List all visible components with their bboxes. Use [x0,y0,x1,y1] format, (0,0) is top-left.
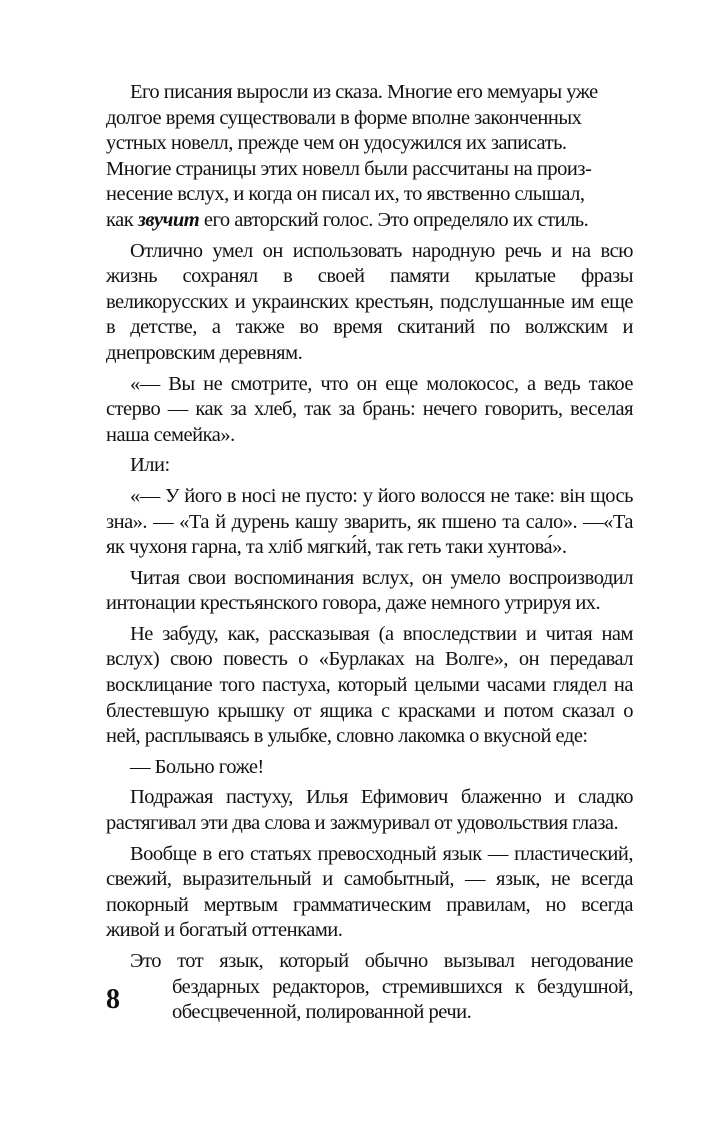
paragraph-1-line-5: несение вслух, и когда он писал их, то явственно слышал, [106,183,585,206]
paragraph-8-exclamation: — Больно гоже! [130,755,264,778]
paragraph-1-prefix: как [106,208,138,231]
paragraph-1-line-6 [106,208,633,234]
paragraph-1-line-4: Многие страницы этих новелл были рассчитаны на произ- [106,157,592,180]
paragraph-11-first-line: Это тот язык, который обычно вызывал негодование [130,950,633,972]
paragraph-1-line-2: долгое время существовали в форме вполне законченных [106,106,582,129]
paragraph-11-text [106,949,633,1026]
paragraph-3-quote: «— Вы не смотрите, что он еще молокосос, а ведь такое стерво — как за хлеб, так за брань: нечего говорить, веселая наша семейка». [106,372,633,446]
paragraph-6: Читая свои воспоминания вслух, он умело воспроизводил интонации крестьянского говора, даже немного утрируя их. [106,566,633,615]
paragraph-11 [106,949,633,1026]
paragraph-1 [106,80,633,234]
paragraph-2: Отлично умел он использовать народную речь и на всю жизнь сохранял в своей памяти крылатые фразы великорусских и украинских крестьян, подслушанные им еще в детстве, а также во время скитаний по волжским и днепровским деревням. [106,239,633,364]
paragraph-1-suffix: его авторский голос. Это определяло их стиль. [199,208,589,231]
paragraph-1-line-1: Его писания выросли из сказа. Многие его мемуары уже [130,81,598,103]
page-body [106,80,633,1026]
paragraph-5-quote: «— У його в носі не пусто: у його волосся не таке: він щось зна». — «Та й дурень кашу зварить, як пшено та сало». —«Та як чухоня гарна, та хліб мягки́й, так геть таки хунтова́». [106,484,633,559]
emphasis-word: звучит [137,208,200,231]
paragraph-10: Вообще в его статьях превосходный язык — пластический, свежий, выразительный и самобытный, — язык, не всегда покорный мертвым грамматическим правилам, но всегда живой и богатый оттенками. [106,842,633,942]
paragraph-1-line-3: устных новелл, прежде чем он удосужился их записать. [106,132,567,155]
paragraph-11-rest: бездарных редакторов, стремившихся к бездушной, обесцвеченной, полированной речи. [172,975,633,1024]
paragraph-4: Или: [130,454,170,477]
paragraph-7: Не забуду, как, рассказывая (а впоследствии и читая нам вслух) свою повесть о «Бурлаках на Волге», он передавал восклицание того пастуха, который целыми часами глядел на блестевшую крышку от ящика с красками и потом сказал о ней, расплываясь в улыбке, словно лакомка о вкусной еде: [106,622,633,748]
paragraph-9: Подражая пастуху, Илья Ефимович блаженно и сладко растягивал эти два слова и зажмуривал от удовольствия глаза. [106,786,633,835]
page-number: 8 [106,984,120,1015]
